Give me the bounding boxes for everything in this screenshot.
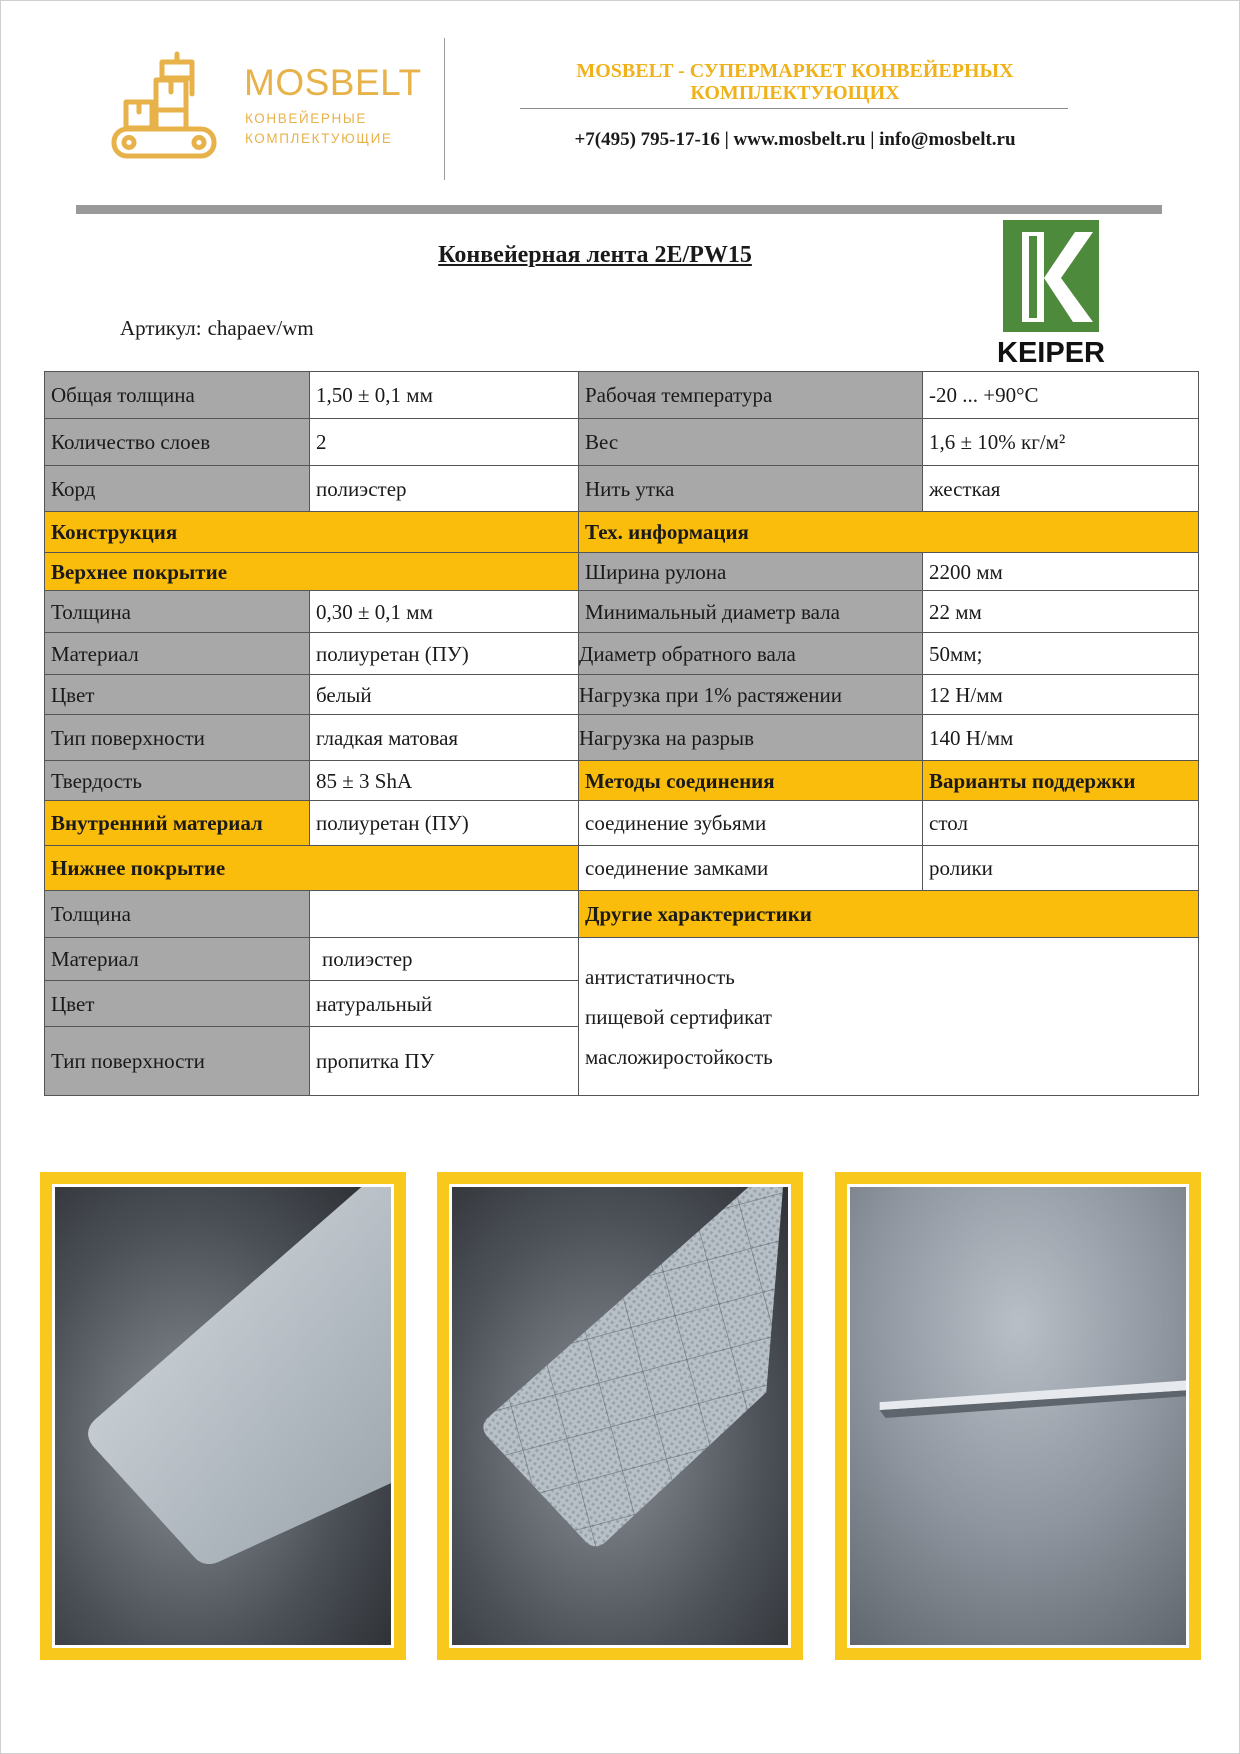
- spec-value: пропитка ПУ: [309, 1026, 579, 1096]
- keiper-logo-icon: [997, 220, 1105, 369]
- spec-value: 2200 мм: [922, 552, 1199, 591]
- brand-subtitle-2: КОМПЛЕКТУЮЩИЕ: [245, 131, 393, 146]
- spec-label: Ширина рулона: [578, 552, 923, 591]
- belt-profile-photo: [850, 1187, 1186, 1645]
- spec-value: полиуретан (ПУ): [309, 632, 579, 675]
- section-header-other: Другие характеристики: [578, 890, 1199, 938]
- tagline: [520, 60, 1070, 104]
- header-separator-bar: [76, 205, 1162, 214]
- product-photo-frame: [437, 1172, 803, 1660]
- spec-label: Количество слоев: [44, 418, 310, 466]
- spec-label: Материал: [44, 632, 310, 675]
- other-item: антистатичность: [585, 964, 735, 989]
- section-header-bottom-cover: Нижнее покрытие: [44, 845, 579, 891]
- spec-value: стол: [922, 800, 1199, 846]
- brand-name: MOSBELT: [244, 62, 422, 103]
- spec-value: 1,50 ± 0,1 мм: [309, 371, 579, 419]
- spec-label: Нить утка: [578, 465, 923, 512]
- brand-subtitle-1: КОНВЕЙЕРНЫЕ: [245, 111, 367, 126]
- article-value: chapaev/wm: [207, 316, 314, 340]
- spec-value: ролики: [922, 845, 1199, 891]
- spec-value: полиуретан (ПУ): [309, 800, 579, 846]
- spec-label: Толщина: [44, 890, 310, 938]
- section-header-joining: Методы соединения: [578, 760, 923, 801]
- section-header-inner-material: Внутренний материал: [44, 800, 310, 846]
- section-header-tech-info: Тех. информация: [578, 511, 1199, 553]
- spec-value: гладкая матовая: [309, 714, 579, 761]
- spec-value: натуральный: [309, 980, 579, 1027]
- section-header-support: Варианты поддержки: [922, 760, 1199, 801]
- spec-value: 12 Н/мм: [922, 674, 1199, 715]
- spec-value: соединение замками: [578, 845, 923, 891]
- spec-value: белый: [309, 674, 579, 715]
- spec-label: Твердость: [44, 760, 310, 801]
- header-divider: [444, 38, 445, 180]
- spec-label: Материал: [44, 937, 310, 981]
- spec-value: [309, 890, 579, 938]
- tagline-line-2: КОМПЛЕКТУЮЩИХ: [690, 82, 900, 104]
- page-title: Конвейерная лента 2E/PW15: [438, 242, 752, 268]
- spec-value: -20 ... +90°C: [922, 371, 1199, 419]
- spec-label: Вес: [578, 418, 923, 466]
- spec-value: 85 ± 3 ShA: [309, 760, 579, 801]
- section-header-top-cover: Верхнее покрытие: [44, 552, 579, 591]
- spec-label: Нагрузка при 1% растяжении: [578, 674, 923, 715]
- keiper-logo-text: KEIPER: [997, 337, 1105, 369]
- belt-fabric-side-photo: [452, 1187, 788, 1645]
- spec-value: 22 мм: [922, 590, 1199, 633]
- contacts-line[interactable]: +7(495) 795-17-16 | www.mosbelt.ru | info@mosbelt.ru: [574, 129, 1016, 150]
- spec-label: Тип поверхности: [44, 1026, 310, 1096]
- section-header-construction: Конструкция: [44, 511, 579, 553]
- spec-value: 50мм;: [922, 632, 1199, 675]
- product-photo-frame: [40, 1172, 406, 1660]
- spec-label: Корд: [44, 465, 310, 512]
- spec-label: Минимальный диаметр вала: [578, 590, 923, 633]
- belt-top-surface-photo: [55, 1187, 391, 1645]
- spec-value: соединение зубьями: [578, 800, 923, 846]
- spec-label: Тип поверхности: [44, 714, 310, 761]
- article-label: Артикул:: [120, 316, 202, 340]
- spec-value: жесткая: [922, 465, 1199, 512]
- spec-label: Толщина: [44, 590, 310, 633]
- spec-value: 140 Н/мм: [922, 714, 1199, 761]
- tagline-rule: [520, 108, 1068, 109]
- spec-label: Общая толщина: [44, 371, 310, 419]
- spec-label: Цвет: [44, 980, 310, 1027]
- spec-table: [44, 371, 1199, 1109]
- tagline-line-1: MOSBELT - СУПЕРМАРКЕТ КОНВЕЙЕРНЫХ: [576, 60, 1014, 82]
- spec-label: Нагрузка на разрыв: [578, 714, 923, 761]
- spec-label: Диаметр обратного вала: [578, 632, 923, 675]
- spec-value: полиэстер: [309, 465, 579, 512]
- other-item: пищевой сертификат: [585, 1004, 772, 1029]
- spec-value: 2: [309, 418, 579, 466]
- article-line: [120, 316, 314, 341]
- other-item: масложиростойкость: [585, 1044, 773, 1069]
- product-photo-frame: [835, 1172, 1201, 1660]
- spec-value: 0,30 ± 0,1 мм: [309, 590, 579, 633]
- spec-label: Рабочая температура: [578, 371, 923, 419]
- spec-label: Цвет: [44, 674, 310, 715]
- other-characteristics-list: [578, 937, 1199, 1096]
- spec-value: 1,6 ± 10% кг/м²: [922, 418, 1199, 466]
- spec-value: полиэстер: [309, 937, 579, 981]
